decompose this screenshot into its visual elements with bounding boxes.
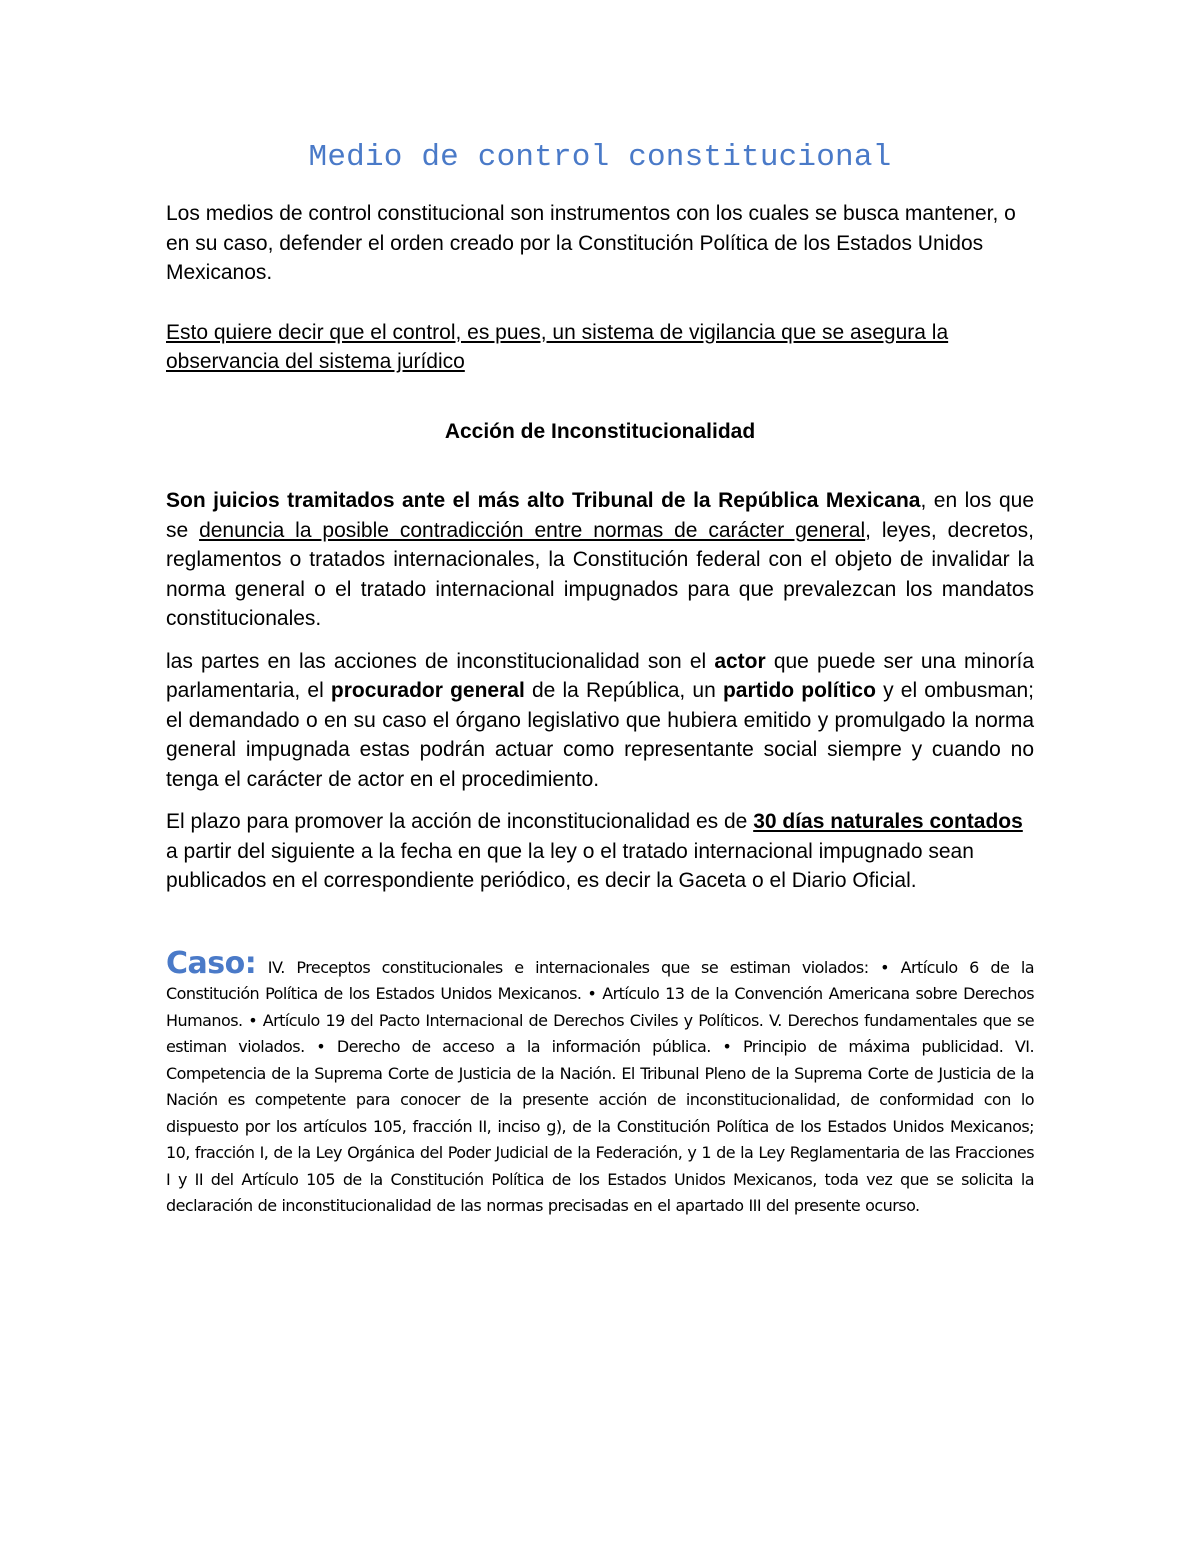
section-heading: Acción de Inconstitucionalidad	[444, 419, 756, 443]
deadline-text-2: a partir del siguiente a la fecha en que la ley o el tratado internacional impugnado sean publicados en el correspondiente periódico, es decir la Gaceta o el Diario Oficial.	[166, 839, 974, 892]
definition-text: , en los que se	[166, 489, 1034, 542]
parties-text-1: las partes en las acciones de inconstitucionalidad son el	[166, 649, 715, 673]
document-page	[166, 0, 1034, 1220]
underlined-statement: Esto quiere decir que el control, es pues, un sistema de vigilancia que se asegura la observancia del sistema jurídico	[166, 320, 949, 373]
parties-bold-actor: actor	[714, 649, 766, 673]
deadline-paragraph	[166, 807, 1034, 896]
caso-label: Caso:	[166, 945, 257, 981]
deadline-text-1: El plazo para promover la acción de inconstitucionalidad es de	[166, 810, 754, 833]
definition-rest: , leyes, decretos, reglamentos o tratados internacionales, la Constitución federal con el objeto de invalidar la norma general o el tratado internacional impugnados para que prevalezcan los mandatos constitucionales.	[166, 518, 1034, 630]
parties-bold-partido: partido político	[722, 679, 876, 702]
caso-paragraph	[166, 945, 1034, 1220]
parties-paragraph	[166, 647, 1034, 795]
intro-paragraph: Los medios de control constitucional son instrumentos con los cuales se busca mantener, o en su caso, defender el orden creado por la Constitución Política de los Estados Unidos Mexicanos.	[166, 202, 1016, 284]
parties-text-2: que puede ser una minoría parlamentaria, el	[166, 649, 1035, 702]
definition-bold-lead: Son juicios tramitados ante el más alto Tribunal de la República Mexicana	[166, 489, 921, 512]
caso-text: IV. Preceptos constitucionales e internacionales que se estiman violados: • Artículo 6 de la Constitución Política de los Estados Unidos Mexicanos. • Artículo 13 de la Convención Americana sobre Derechos Humanos. • Artículo 19 del Pacto Internacional de Derechos Civiles y Políticos. V. Derechos fundamentales que se estiman violados. • Derecho de acceso a la información pública. • Principio de máxima publicidad. VI. Competencia de la Suprema Corte de Justicia de la Nación. El Tribunal Pleno de la Suprema Corte de Justicia de la Nación es competente para conocer de la presente acción de inconstitucionalidad, de conformidad con lo dispuesto por los artículos 105, fracción II, inciso g), de la Constitución Política de los Estados Unidos Mexicanos; 10, fracción I, de la Ley Orgánica del Poder Judicial de la Federación, y 1 de la Ley Reglamentaria de las Fracciones I y II del Artículo 105 de la Constitución Política de los Estados Unidos Mexicanos, toda vez que se solicita la declaración de inconstitucionalidad de las normas precisadas en el apartado III del presente ocurso.	[166, 957, 1034, 1215]
intro-underlined-paragraph	[166, 318, 1034, 377]
document-title: Medio de control constitucional	[308, 140, 892, 175]
definition-underlined: denuncia la posible contradicción entre normas de carácter general	[199, 518, 866, 542]
parties-text-3: de la República, un	[524, 679, 723, 702]
parties-bold-procurador: procurador general	[330, 679, 525, 702]
deadline-bold-underlined: 30 días naturales contados	[753, 810, 1023, 833]
definition-paragraph	[166, 486, 1034, 634]
parties-text-4: y el ombusman; el demandado o en su caso el órgano legislativo que hubiera emitido y promulgado la norma general impugnada estas podrán actuar como representante social siempre y cuando no tenga el carácter de actor en el procedimiento.	[166, 679, 1034, 791]
